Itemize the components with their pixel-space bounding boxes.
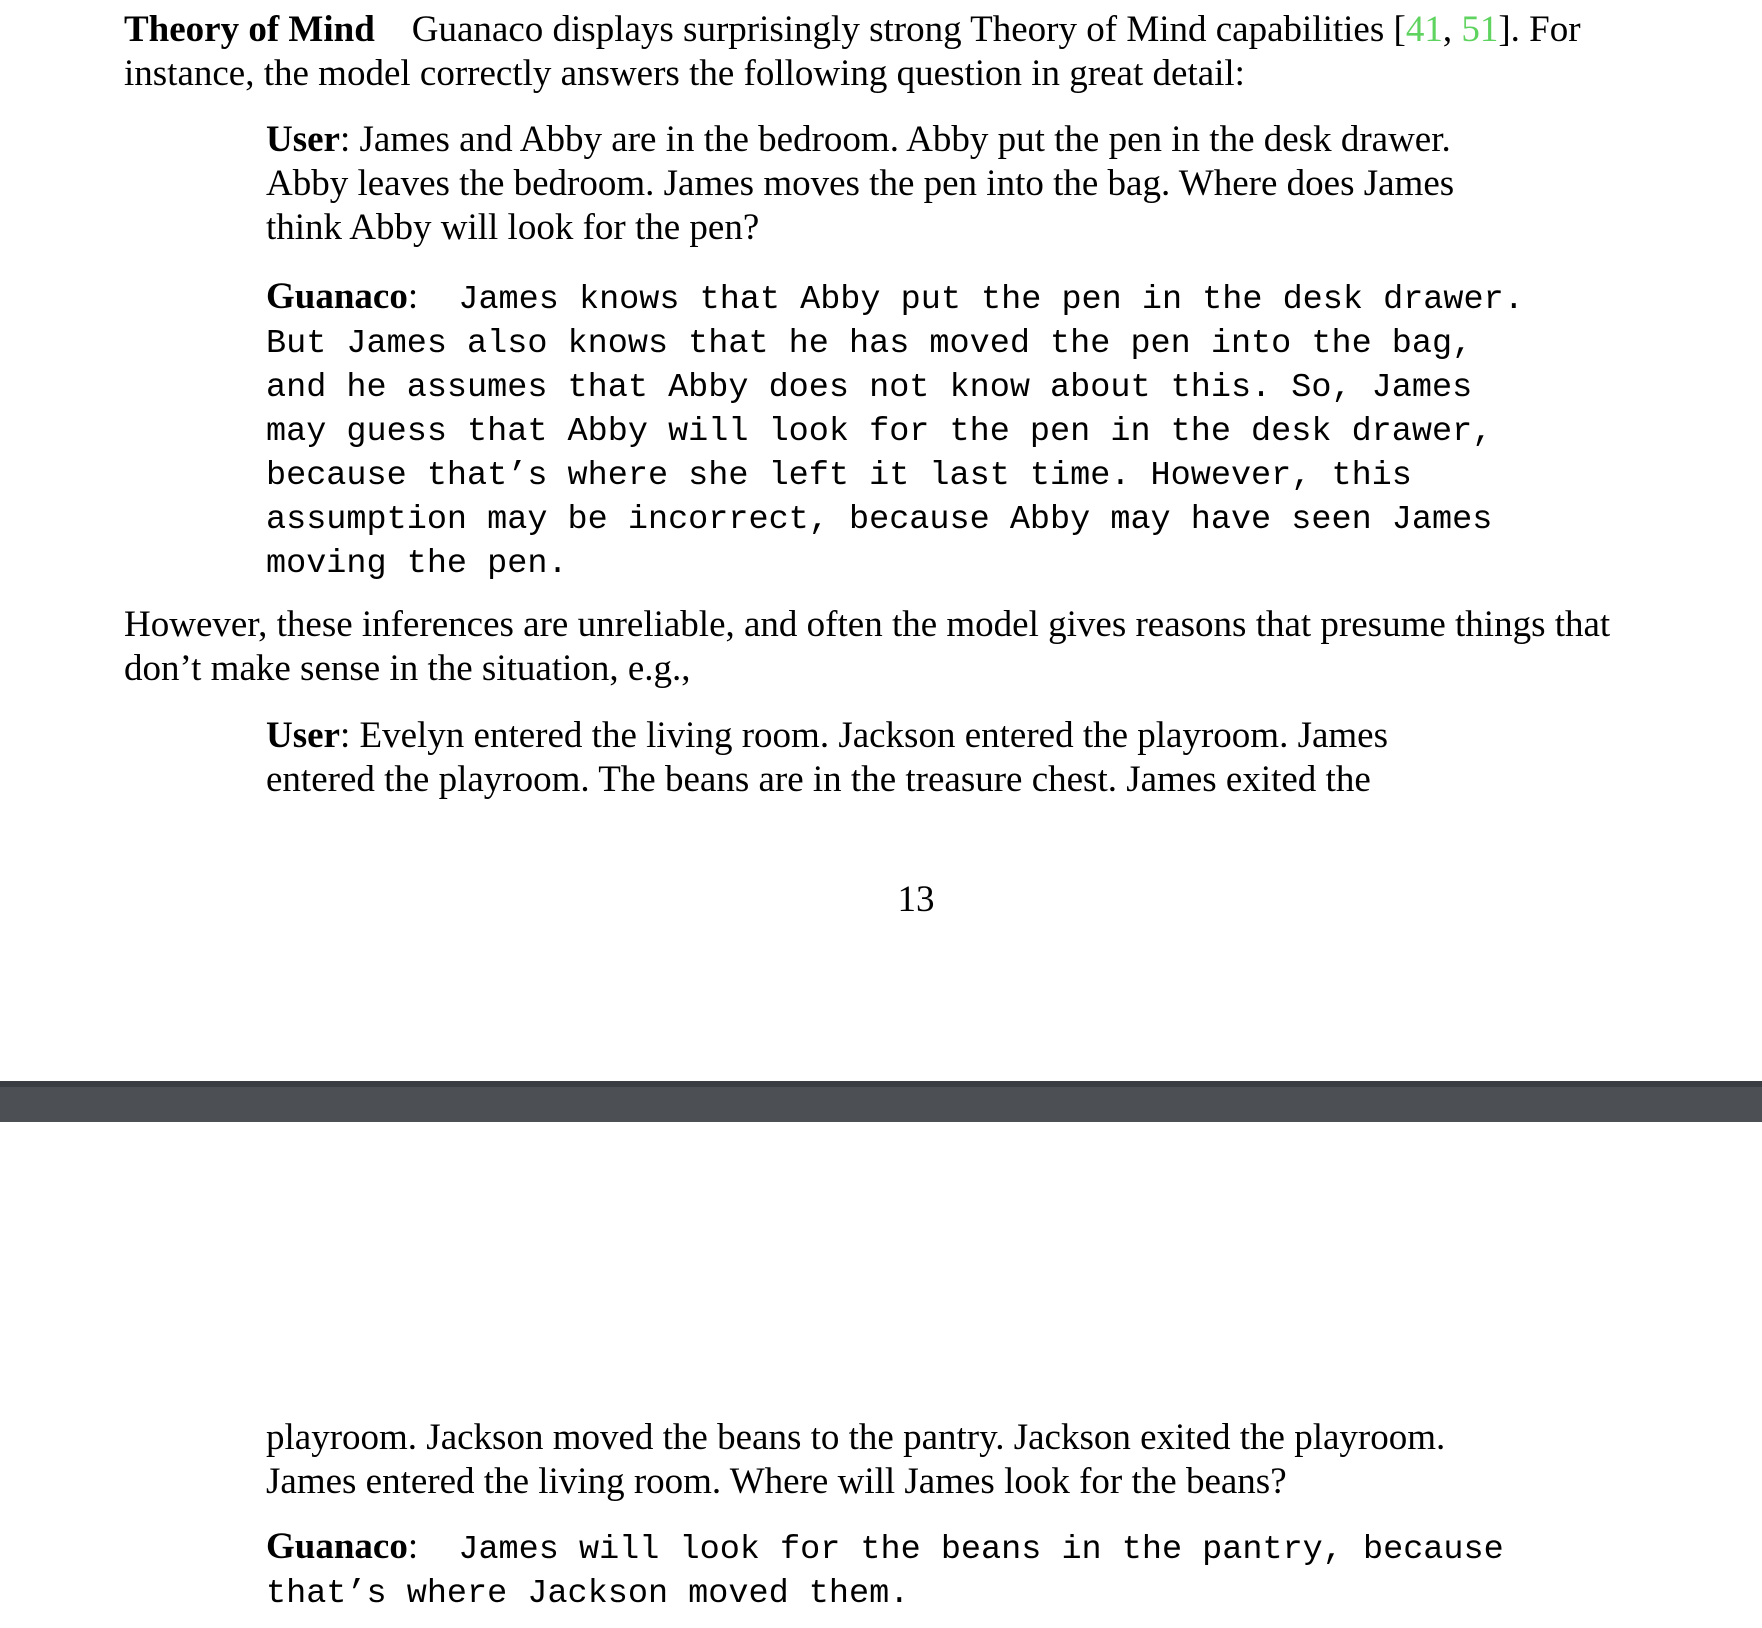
pdf-page-14 <box>0 1122 1762 1628</box>
guanaco-line-3: and he assumes that Abby does not know about this. So, James <box>266 369 1473 407</box>
user-line-1 <box>266 118 1566 162</box>
user2-line-2: entered the playroom. The beans are in the treasure chest. James exited the <box>266 759 1371 800</box>
user2-line-1 <box>266 714 1566 758</box>
guanaco-line-2: But James also knows that he has moved the pen into the bag, <box>266 325 1473 363</box>
user-line-2: Abby leaves the bedroom. James moves the pen into the bag. Where does James <box>266 163 1455 204</box>
user2-text-1: : Evelyn entered the living room. Jackson entered the playroom. James <box>339 715 1389 756</box>
guanaco-label-2: Guanaco <box>266 1526 408 1567</box>
user2-cont-line-2: James entered the living room. Where will James look for the beans? <box>266 1461 1287 1502</box>
user-line-3: think Abby will look for the pen? <box>266 207 760 248</box>
theory-of-mind-paragraph <box>124 8 1711 96</box>
guanaco2-text-1: James will look for the beans in the pantry, because <box>418 1531 1504 1569</box>
transition-paragraph <box>124 603 1711 691</box>
example1-guanaco-response <box>266 275 1566 586</box>
section-heading: Theory of Mind <box>124 9 375 50</box>
guanaco2-line-2: that’s where Jackson moved them. <box>266 1575 910 1613</box>
transition-line-2: don’t make sense in the situation, e.g., <box>124 648 691 689</box>
intro-text: Guanaco displays surprisingly strong Theory of Mind capabilities [ <box>411 9 1406 50</box>
guanaco-line-6: assumption may be incorrect, because Abby may have seen James <box>266 501 1493 539</box>
user-label-2: User <box>266 715 340 756</box>
guanaco-colon: : <box>407 276 419 317</box>
citation-link-51[interactable]: 51 <box>1461 9 1499 50</box>
guanaco-line-1 <box>266 275 1566 322</box>
user-label: User <box>266 119 340 160</box>
user2-cont-line-1: playroom. Jackson moved the beans to the pantry. Jackson exited the playroom. <box>266 1417 1446 1458</box>
user-text-1: : James and Abby are in the bedroom. Abby put the pen in the desk drawer. <box>339 119 1451 160</box>
transition-line-1: However, these inferences are unreliable, and often the model gives reasons that presume things that <box>124 604 1611 645</box>
example1-user-prompt <box>266 118 1566 250</box>
page-separator <box>0 1081 1762 1122</box>
guanaco-label: Guanaco <box>266 276 408 317</box>
guanaco-line-4: may guess that Abby will look for the pen in the desk drawer, <box>266 413 1493 451</box>
guanaco-line-5: because that’s where she left it last time. However, this <box>266 457 1412 495</box>
example2-user-prompt-continued <box>266 1416 1566 1504</box>
guanaco2-colon: : <box>407 1526 419 1567</box>
citation-link-41[interactable]: 41 <box>1405 9 1443 50</box>
guanaco2-line-1 <box>266 1525 1566 1572</box>
example2-guanaco-response <box>266 1525 1566 1616</box>
example2-user-prompt-start <box>266 714 1566 802</box>
citation-separator: , <box>1442 9 1462 50</box>
page-number: 13 <box>897 879 935 920</box>
paragraph-line-2: instance, the model correctly answers the following question in great detail: <box>124 53 1245 94</box>
guanaco-text-1: James knows that Abby put the pen in the desk drawer. <box>418 281 1524 319</box>
guanaco-line-7: moving the pen. <box>266 545 568 583</box>
paragraph-line-1 <box>124 8 1711 52</box>
intro-tail: ]. For <box>1498 9 1581 50</box>
page-separator-shadow <box>0 1081 1762 1087</box>
